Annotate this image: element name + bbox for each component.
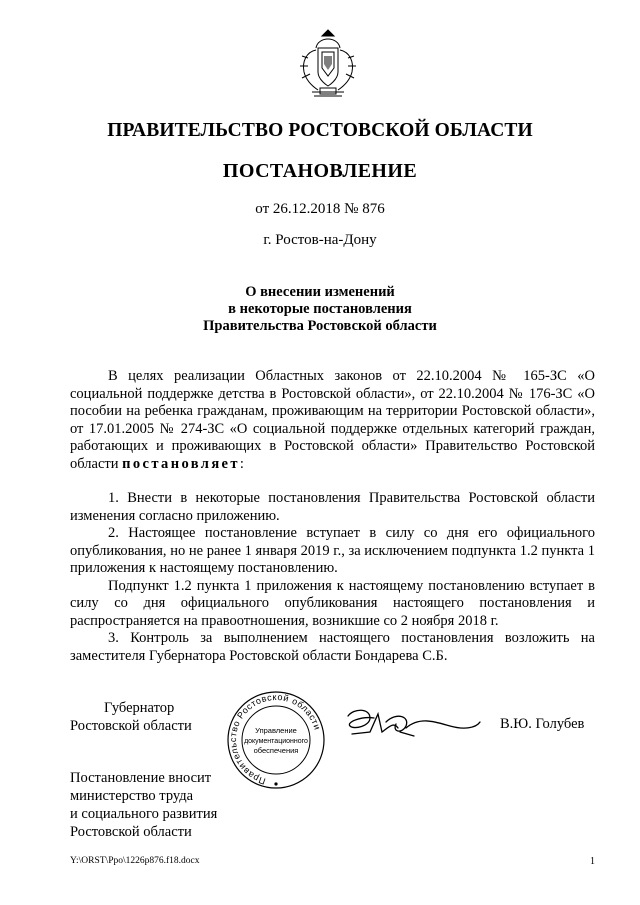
signatory-title-line: Губернатор [104,700,175,716]
handwritten-signature [340,702,485,746]
document-type: ПОСТАНОВЛЕНИЕ [222,160,418,182]
submitted-by-line: министерство труда [70,788,194,804]
signatory-title [70,699,220,735]
document-date-number: от 26.12.2018 № 876 [255,201,385,217]
submitted-by-line: Ростовской области [70,824,192,840]
preamble-text: В целях реализации Областных законов от 22.10.2004 № 165-ЗС «О социальной поддержке детства в Ростовской области», от 22.10.2004 № 176-ЗС «О пособии на ребенка гражданам, проживающим на территории Ростовской области», от 17.01.2005 № 274-ЗС «О социальной поддержке отдельных категорий граждан, работающих и проживающих в Ростовской области» Правительство Ростовской области [70,368,595,472]
organization-title: ПРАВИТЕЛЬСТВО РОСТОВСКОЙ ОБЛАСТИ [107,120,533,141]
submitted-by-line: и социального развития [70,806,218,822]
resolution-item: 1. Внести в некоторые постановления Правительства Ростовской области изменения согласно приложению. [70,490,595,524]
stamp-ring-text: Правительство Ростовской области [227,691,323,787]
footer-file-path: Y:\ORST\Ppo\1226p876.f18.docx [70,856,200,866]
stamp-inner-line: Управление [255,726,297,735]
coat-of-arms-emblem [296,28,360,100]
preamble-tail: : [239,455,244,472]
resolution-item: 2. Настоящее постановление вступает в силу со дня его официального опубликования, но не ранее 1 января 2019 г., за исключением подпункта 1.2 пункта 1 приложения к настоящему постановлению. [70,525,595,576]
resolves-word: постановляет [122,455,240,472]
submitted-by-block [70,769,270,841]
resolution-item: 3. Контроль за выполнением настоящего постановления возложить на заместителя Губернатора Ростовской области Бондарева С.Б. [70,630,595,664]
subject-line: в некоторые постановления [228,301,412,317]
page-number: 1 [590,856,595,867]
subject-line: Правительства Ростовской области [203,318,437,334]
document-subject [0,284,640,335]
stamp-inner-line: документационного [244,738,308,745]
resolution-items [70,490,595,665]
subject-line: О внесении изменений [245,284,395,300]
signer-name: В.Ю. Голубев [500,716,585,732]
preamble [70,368,595,473]
signatory-title-line: Ростовской области [70,718,192,734]
resolution-item: Подпункт 1.2 пункта 1 приложения к настоящему постановлению вступает в силу со дня официального опубликования настоящего постановления и распространяется на правоотношения, возникшие со 2 ноября 2018 г. [70,577,595,629]
stamp-inner-line: обеспечения [253,746,299,755]
document-city: г. Ростов-на-Дону [263,232,377,248]
submitted-by-line: Постановление вносит [70,770,212,786]
